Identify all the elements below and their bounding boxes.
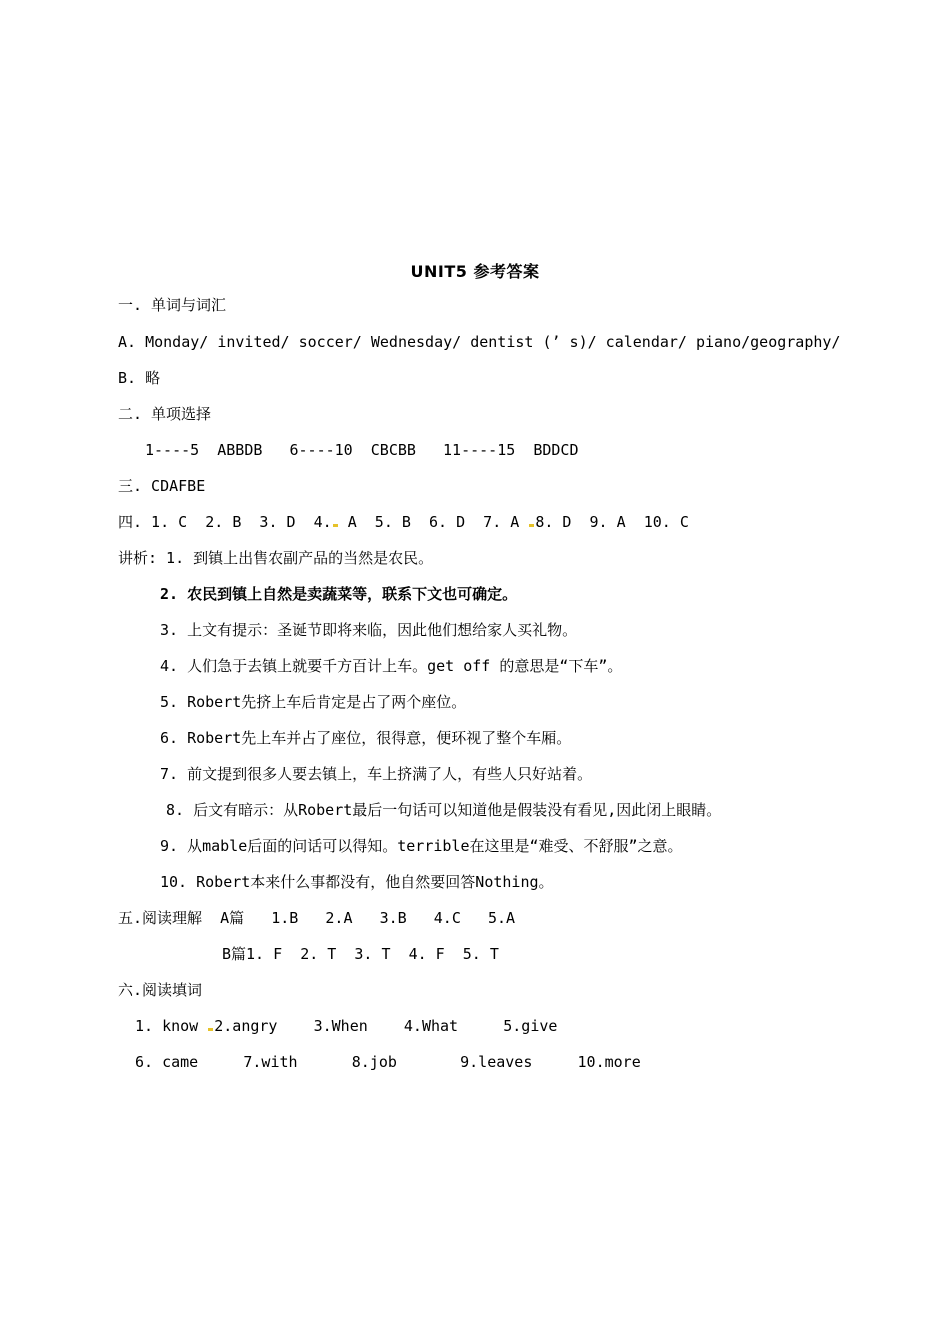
section4-answers-part-a: 四. 1. C 2. B 3. D 4. (118, 513, 332, 531)
section1-vocab-a: A. Monday/ invited/ soccer/ Wednesday/ dentist (’ s)/ calendar/ piano/geography/ (118, 333, 841, 351)
section4-answers-part-b: A 5. B 6. D 7. A (338, 513, 529, 531)
explanation-item: 8. 后文有暗示：从Robert最后一句话可以知道他是假装没有看见,因此闭上眼睛。 (166, 801, 722, 819)
section1-heading: 一. 单词与词汇 (118, 296, 227, 314)
section6-heading: 六.阅读填词 (118, 981, 203, 999)
explanation-item: 2. 农民到镇上自然是卖蔬菜等，联系下文也可确定。 (160, 585, 518, 603)
explanation-item: 9. 从mable后面的问话可以得知。terrible在这里是“难受、不舒服”之意。 (160, 837, 683, 855)
explanation-item: 3. 上文有提示：圣诞节即将来临，因此他们想给家人买礼物。 (160, 621, 578, 639)
explanation-item: 6. Robert先上车并占了座位，很得意，便环视了整个车厢。 (160, 729, 572, 747)
section2-heading: 二. 单项选择 (118, 405, 212, 423)
explanation-item: 10. Robert本来什么事都没有，他自然要回答Nothing。 (160, 873, 554, 891)
section4-explanation-heading: 讲析: 1. 到镇上出售农副产品的当然是农民。 (118, 549, 434, 567)
explanation-item: 4. 人们急于去镇上就要千方百计上车。get off 的意思是“下车”。 (160, 657, 623, 675)
explanation-item: 7. 前文提到很多人要去镇上，车上挤满了人，有些人只好站着。 (160, 765, 593, 783)
section6-row1-part-a: 1. know (135, 1017, 208, 1035)
section4-answers (118, 510, 689, 534)
section5-reading-b: B篇1. F 2. T 3. T 4. F 5. T (222, 945, 499, 963)
section6-row2: 6. came 7.with 8.job 9.leaves 10.more (135, 1053, 641, 1071)
section3-answers: 三. CDAFBE (118, 477, 206, 495)
section2-answers: 1----5 ABBDB 6----10 CBCBB 11----15 BDDCD (145, 441, 579, 459)
page-title: UNIT5 参考答案 (410, 262, 540, 281)
section5-reading-a: 五.阅读理解 A篇 1.B 2.A 3.B 4.C 5.A (118, 909, 516, 927)
section4-answers-part-c: 8. D 9. A 10. C (535, 513, 689, 531)
section6-row1-part-b: 2.angry 3.When 4.What 5.give (214, 1017, 558, 1035)
highlight-mark (333, 524, 338, 527)
explanation-item: 5. Robert先挤上车后肯定是占了两个座位。 (160, 693, 467, 711)
section6-row1 (135, 1014, 557, 1038)
highlight-mark (529, 524, 534, 527)
highlight-mark (208, 1028, 213, 1031)
section1-vocab-b: B. 略 (118, 369, 161, 387)
